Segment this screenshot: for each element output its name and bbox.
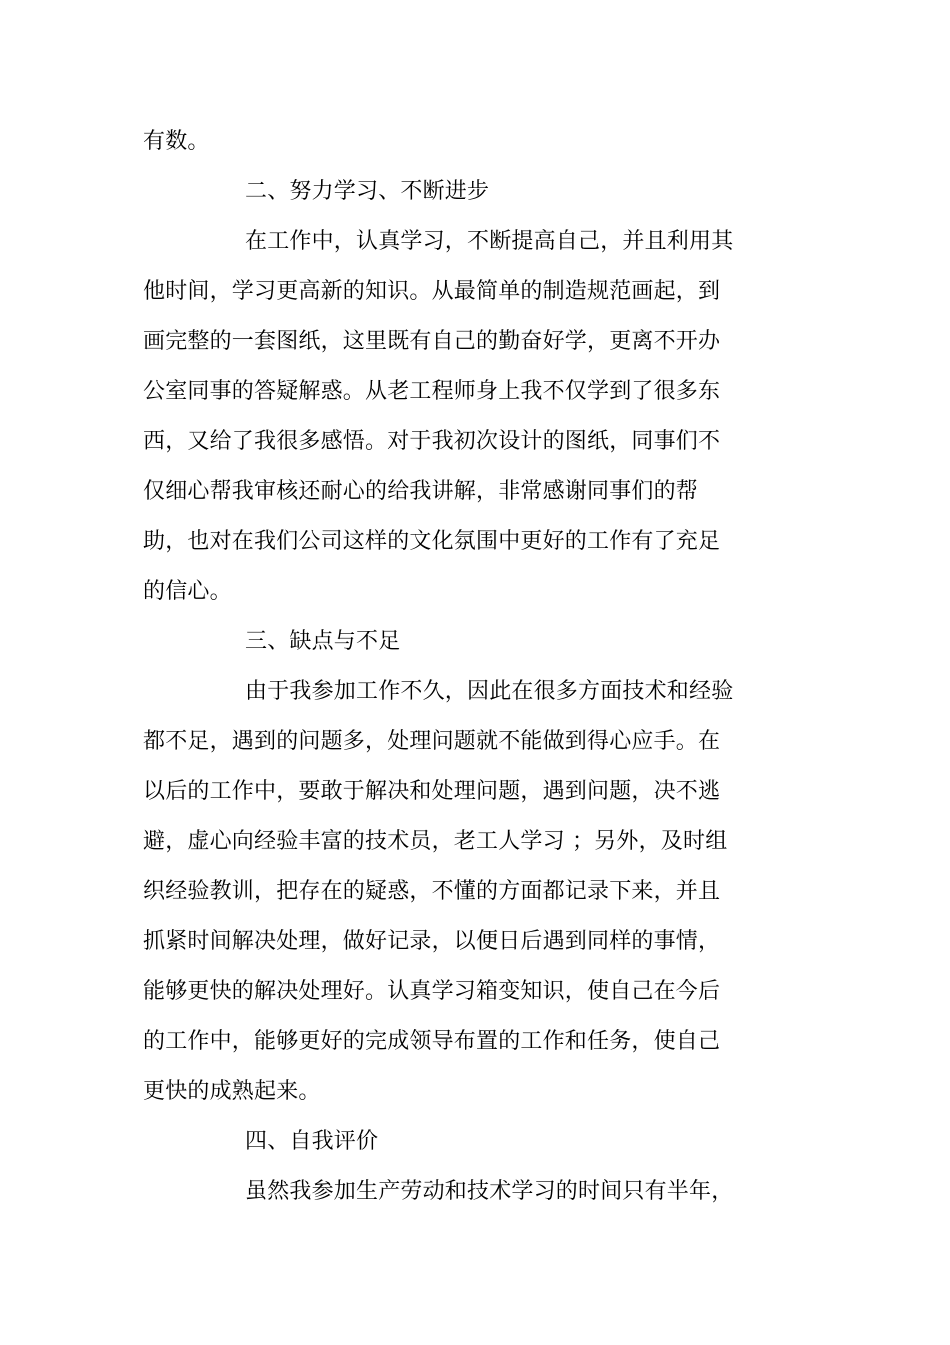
paragraph-line: 避，虚心向经验丰富的技术员，老工人学习 ；另外，及时组 xyxy=(143,829,728,854)
paragraph-line: 的工作中，能够更好的完成领导布置的工作和任务，使自己 xyxy=(143,1029,721,1054)
paragraph-line: 的信心。 xyxy=(143,579,232,604)
paragraph-line: 以后的工作中，要敢于解决和处理问题，遇到问题，决不逃 xyxy=(143,779,721,804)
section-heading: 四、自我评价 xyxy=(245,1129,379,1154)
paragraph-line: 由于我参加工作不久，因此在很多方面技术和经验 xyxy=(245,679,734,704)
section-heading: 二、努力学习、不断进步 xyxy=(245,179,490,204)
paragraph-line: 织经验教训，把存在的疑惑，不懂的方面都记录下来，并且 xyxy=(143,879,721,904)
section-heading: 三、缺点与不足 xyxy=(245,629,401,654)
paragraph-line: 虽然我参加生产劳动和技术学习的时间只有半年， xyxy=(245,1179,734,1204)
paragraph-line: 画完整的一套图纸，这里既有自己的勤奋好学，更离不开办 xyxy=(143,329,721,354)
paragraph-line: 西，又给了我很多感悟。对于我初次设计的图纸，同事们不 xyxy=(143,429,721,454)
paragraph-line: 助，也对在我们公司这样的文化氛围中更好的工作有了充足 xyxy=(143,529,721,554)
paragraph-line: 更快的成熟起来。 xyxy=(143,1079,321,1104)
paragraph-line: 都不足，遇到的问题多，处理问题就不能做到得心应手。在 xyxy=(143,729,721,754)
paragraph-line: 仅细心帮我审核还耐心的给我讲解，非常感谢同事们的帮 xyxy=(143,479,699,504)
paragraph-line: 公室同事的答疑解惑。从老工程师身上我不仅学到了很多东 xyxy=(143,379,721,404)
paragraph-line: 能够更快的解决处理好。认真学习箱变知识，使自己在今后 xyxy=(143,979,721,1004)
paragraph-line: 在工作中，认真学习，不断提高自己，并且利用其 xyxy=(245,229,734,254)
paragraph-line: 他时间，学习更高新的知识。从最简单的制造规范画起，到 xyxy=(143,279,721,304)
paragraph-line: 抓紧时间解决处理，做好记录，以便日后遇到同样的事情， xyxy=(143,929,721,954)
paragraph-line: 有数。 xyxy=(143,129,210,154)
